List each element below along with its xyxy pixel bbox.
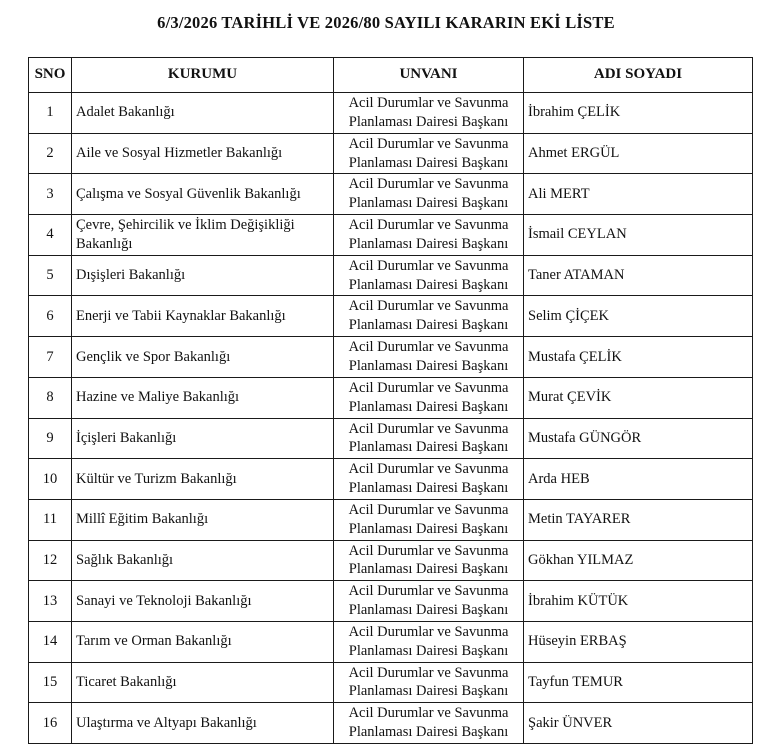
table-header-row <box>29 58 753 93</box>
unvani-cell: Acil Durumlar ve Savunma Planlaması Dairesi Başkanı <box>334 499 524 540</box>
kurumu-cell: Çalışma ve Sosyal Güvenlik Bakanlığı <box>72 174 334 215</box>
sno-cell: 2 <box>29 133 72 174</box>
unvani-cell: Acil Durumlar ve Savunma Planlaması Dairesi Başkanı <box>334 296 524 337</box>
kurumu-cell: Kültür ve Turizm Bakanlığı <box>72 459 334 500</box>
kurumu-cell: Sanayi ve Teknoloji Bakanlığı <box>72 581 334 622</box>
sno-cell: 3 <box>29 174 72 215</box>
table-row <box>29 337 753 378</box>
sno-cell: 12 <box>29 540 72 581</box>
table-row <box>29 255 753 296</box>
annex-list-table <box>28 57 753 744</box>
table-row <box>29 499 753 540</box>
kurumu-cell: Hazine ve Maliye Bakanlığı <box>72 377 334 418</box>
kurumu-cell: Sağlık Bakanlığı <box>72 540 334 581</box>
unvani-cell: Acil Durumlar ve Savunma Planlaması Dairesi Başkanı <box>334 255 524 296</box>
table-row <box>29 133 753 174</box>
unvani-cell: Acil Durumlar ve Savunma Planlaması Dairesi Başkanı <box>334 377 524 418</box>
unvani-cell: Acil Durumlar ve Savunma Planlaması Dairesi Başkanı <box>334 174 524 215</box>
header-sno: SNO <box>29 58 72 93</box>
adi-soyadi-cell: Gökhan YILMAZ <box>524 540 753 581</box>
adi-soyadi-cell: İbrahim KÜTÜK <box>524 581 753 622</box>
adi-soyadi-cell: Mustafa ÇELİK <box>524 337 753 378</box>
unvani-cell: Acil Durumlar ve Savunma Planlaması Dairesi Başkanı <box>334 540 524 581</box>
unvani-cell: Acil Durumlar ve Savunma Planlaması Dairesi Başkanı <box>334 581 524 622</box>
unvani-cell: Acil Durumlar ve Savunma Planlaması Dairesi Başkanı <box>334 621 524 662</box>
kurumu-cell: Çevre, Şehircilik ve İklim Değişikliği Bakanlığı <box>72 215 334 256</box>
table-row <box>29 540 753 581</box>
adi-soyadi-cell: Murat ÇEVİK <box>524 377 753 418</box>
sno-cell: 7 <box>29 337 72 378</box>
kurumu-cell: Gençlik ve Spor Bakanlığı <box>72 337 334 378</box>
sno-cell: 15 <box>29 662 72 703</box>
sno-cell: 9 <box>29 418 72 459</box>
kurumu-cell: Ticaret Bakanlığı <box>72 662 334 703</box>
table-row <box>29 215 753 256</box>
table-row <box>29 93 753 134</box>
kurumu-cell: Ulaştırma ve Altyapı Bakanlığı <box>72 703 334 744</box>
sno-cell: 16 <box>29 703 72 744</box>
unvani-cell: Acil Durumlar ve Savunma Planlaması Dairesi Başkanı <box>334 337 524 378</box>
table-row <box>29 418 753 459</box>
table-row <box>29 703 753 744</box>
header-adi-soyadi: ADI SOYADI <box>524 58 753 93</box>
unvani-cell: Acil Durumlar ve Savunma Planlaması Dairesi Başkanı <box>334 459 524 500</box>
unvani-cell: Acil Durumlar ve Savunma Planlaması Dairesi Başkanı <box>334 703 524 744</box>
kurumu-cell: Aile ve Sosyal Hizmetler Bakanlığı <box>72 133 334 174</box>
adi-soyadi-cell: Ali MERT <box>524 174 753 215</box>
table-row <box>29 662 753 703</box>
adi-soyadi-cell: Hüseyin ERBAŞ <box>524 621 753 662</box>
header-kurumu: KURUMU <box>72 58 334 93</box>
sno-cell: 13 <box>29 581 72 622</box>
sno-cell: 14 <box>29 621 72 662</box>
unvani-cell: Acil Durumlar ve Savunma Planlaması Dairesi Başkanı <box>334 215 524 256</box>
document-title: 6/3/2026 TARİHLİ VE 2026/80 SAYILI KARARIN EKİ LİSTE <box>157 13 615 32</box>
table-row <box>29 621 753 662</box>
table-row <box>29 174 753 215</box>
unvani-cell: Acil Durumlar ve Savunma Planlaması Dairesi Başkanı <box>334 133 524 174</box>
sno-cell: 10 <box>29 459 72 500</box>
table-row <box>29 459 753 500</box>
sno-cell: 1 <box>29 93 72 134</box>
sno-cell: 11 <box>29 499 72 540</box>
table-body <box>29 93 753 744</box>
adi-soyadi-cell: İsmail CEYLAN <box>524 215 753 256</box>
sno-cell: 6 <box>29 296 72 337</box>
kurumu-cell: Dışişleri Bakanlığı <box>72 255 334 296</box>
sno-cell: 8 <box>29 377 72 418</box>
adi-soyadi-cell: Şakir ÜNVER <box>524 703 753 744</box>
kurumu-cell: Enerji ve Tabii Kaynaklar Bakanlığı <box>72 296 334 337</box>
unvani-cell: Acil Durumlar ve Savunma Planlaması Dairesi Başkanı <box>334 418 524 459</box>
sno-cell: 5 <box>29 255 72 296</box>
table-row <box>29 377 753 418</box>
header-unvani: UNVANI <box>334 58 524 93</box>
adi-soyadi-cell: Selim ÇİÇEK <box>524 296 753 337</box>
adi-soyadi-cell: Metin TAYARER <box>524 499 753 540</box>
adi-soyadi-cell: Ahmet ERGÜL <box>524 133 753 174</box>
kurumu-cell: Tarım ve Orman Bakanlığı <box>72 621 334 662</box>
unvani-cell: Acil Durumlar ve Savunma Planlaması Dairesi Başkanı <box>334 662 524 703</box>
adi-soyadi-cell: Tayfun TEMUR <box>524 662 753 703</box>
kurumu-cell: Millî Eğitim Bakanlığı <box>72 499 334 540</box>
sno-cell: 4 <box>29 215 72 256</box>
adi-soyadi-cell: Mustafa GÜNGÖR <box>524 418 753 459</box>
kurumu-cell: İçişleri Bakanlığı <box>72 418 334 459</box>
adi-soyadi-cell: İbrahim ÇELİK <box>524 93 753 134</box>
unvani-cell: Acil Durumlar ve Savunma Planlaması Dairesi Başkanı <box>334 93 524 134</box>
adi-soyadi-cell: Arda HEB <box>524 459 753 500</box>
adi-soyadi-cell: Taner ATAMAN <box>524 255 753 296</box>
table-row <box>29 296 753 337</box>
table-row <box>29 581 753 622</box>
kurumu-cell: Adalet Bakanlığı <box>72 93 334 134</box>
